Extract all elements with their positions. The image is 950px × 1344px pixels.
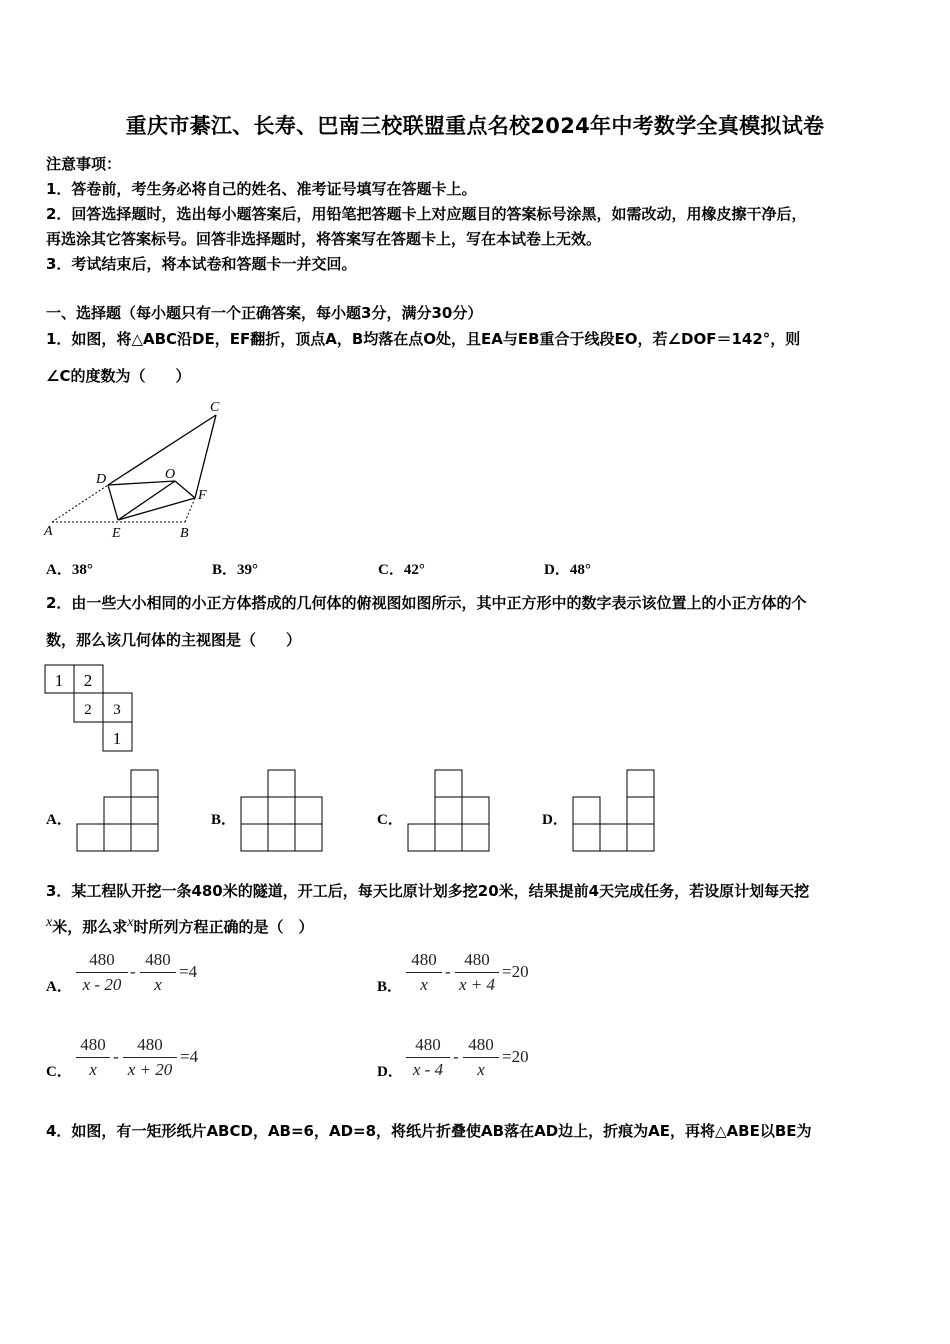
q3-option-d-equation[interactable]: 480 x - 4 - 480 x =20 — [406, 1035, 556, 1085]
q2-option-d-view[interactable] — [572, 769, 657, 853]
q4-text-line1: 4．如图，有一矩形纸片ABCD，AB=6，AD=8，将纸片折叠使AB落在AD边上，折痕为AE，再将△ABE以BE为 — [46, 1122, 812, 1140]
notice-item-2: 2．回答选择题时，选出每小题答案后，用铅笔把答题卡上对应题目的答案标号涂黑，如需改动，用橡皮擦干净后， — [46, 205, 807, 223]
q1-triangle-figure — [40, 395, 240, 545]
section-heading: 一、选择题（每小题只有一个正确答案，每小题3分，满分30分） — [46, 304, 483, 322]
label-A: A — [44, 524, 53, 539]
cell-value: 1 — [112, 729, 122, 748]
q2-option-a-view[interactable] — [76, 769, 161, 853]
cell-value: 2 — [84, 702, 92, 718]
q2-top-view-grid — [44, 664, 136, 754]
q1-text-line1: 1．如图，将△ABC沿DE，EF翻折，顶点A，B均落在点O处，且EA与EB重合于线段EO，若∠DOF＝142°，则 — [46, 330, 801, 348]
page-title: 重庆市綦江、长寿、巴南三校联盟重点名校2024年中考数学全真模拟试卷 — [125, 114, 825, 138]
variable-x: x — [46, 915, 53, 930]
q3-option-c-equation[interactable]: 480 x - 480 x + 20 =4 — [76, 1035, 226, 1085]
label-B: B — [180, 526, 189, 541]
q3-text-line2: x米，那么求x时所列方程正确的是（ ） — [46, 915, 314, 936]
label-C: C — [210, 400, 220, 415]
notice-item-2-cont: 再选涂其它答案标号。回答非选择题时，将答案写在答题卡上，写在本试卷上无效。 — [46, 230, 602, 248]
notice-item-1: 1．答卷前，考生务必将自己的姓名、准考证号填写在答题卡上。 — [46, 180, 477, 198]
q3-option-a-label[interactable]: A． — [46, 979, 72, 995]
label-F: F — [198, 488, 207, 503]
q2-text-line2: 数，那么该几何体的主视图是（ ） — [46, 631, 302, 649]
cell-value: 3 — [113, 702, 121, 718]
q2-option-a-label[interactable]: A． — [46, 812, 72, 828]
q2-option-c-label[interactable]: C． — [377, 812, 403, 828]
q1-option-b[interactable]: B．39° — [212, 562, 259, 578]
q2-option-c-view[interactable] — [407, 769, 492, 853]
label-D: D — [96, 472, 107, 487]
q1-text-line2: ∠C的度数为（ ） — [46, 367, 191, 385]
q3-option-d-label[interactable]: D． — [377, 1064, 403, 1080]
q3-option-a-equation[interactable]: 480 x - 20 - 480 x =4 — [76, 950, 226, 1000]
q3-option-b-equation[interactable]: 480 x - 480 x + 4 =20 — [406, 950, 556, 1000]
variable-x: x — [127, 915, 134, 930]
cell-value: 2 — [83, 671, 93, 690]
q2-option-b-label[interactable]: B． — [211, 812, 237, 828]
q3-option-b-label[interactable]: B． — [377, 979, 403, 995]
q2-option-b-view[interactable] — [240, 769, 325, 853]
q1-option-d[interactable]: D．48° — [544, 562, 591, 578]
q3-option-c-label[interactable]: C． — [46, 1064, 72, 1080]
notice-item-3: 3．考试结束后，将本试卷和答题卡一并交回。 — [46, 255, 357, 273]
q2-option-d-label[interactable]: D． — [542, 812, 568, 828]
label-E: E — [112, 526, 121, 541]
cell-value: 1 — [54, 671, 64, 690]
q1-option-c[interactable]: C．42° — [378, 562, 425, 578]
q1-option-a[interactable]: A．38° — [46, 562, 93, 578]
label-O: O — [165, 467, 176, 482]
notice-heading: 注意事项： — [46, 155, 122, 173]
q2-text-line1: 2．由一些大小相同的小正方体搭成的几何体的俯视图如图所示，其中正方形中的数字表示该位置上的小正方体的个 — [46, 594, 807, 612]
q3-text-line1: 3．某工程队开挖一条480米的隧道，开工后，每天比原计划多挖20米，结果提前4天完成任务，若设原计划每天挖 — [46, 882, 810, 900]
